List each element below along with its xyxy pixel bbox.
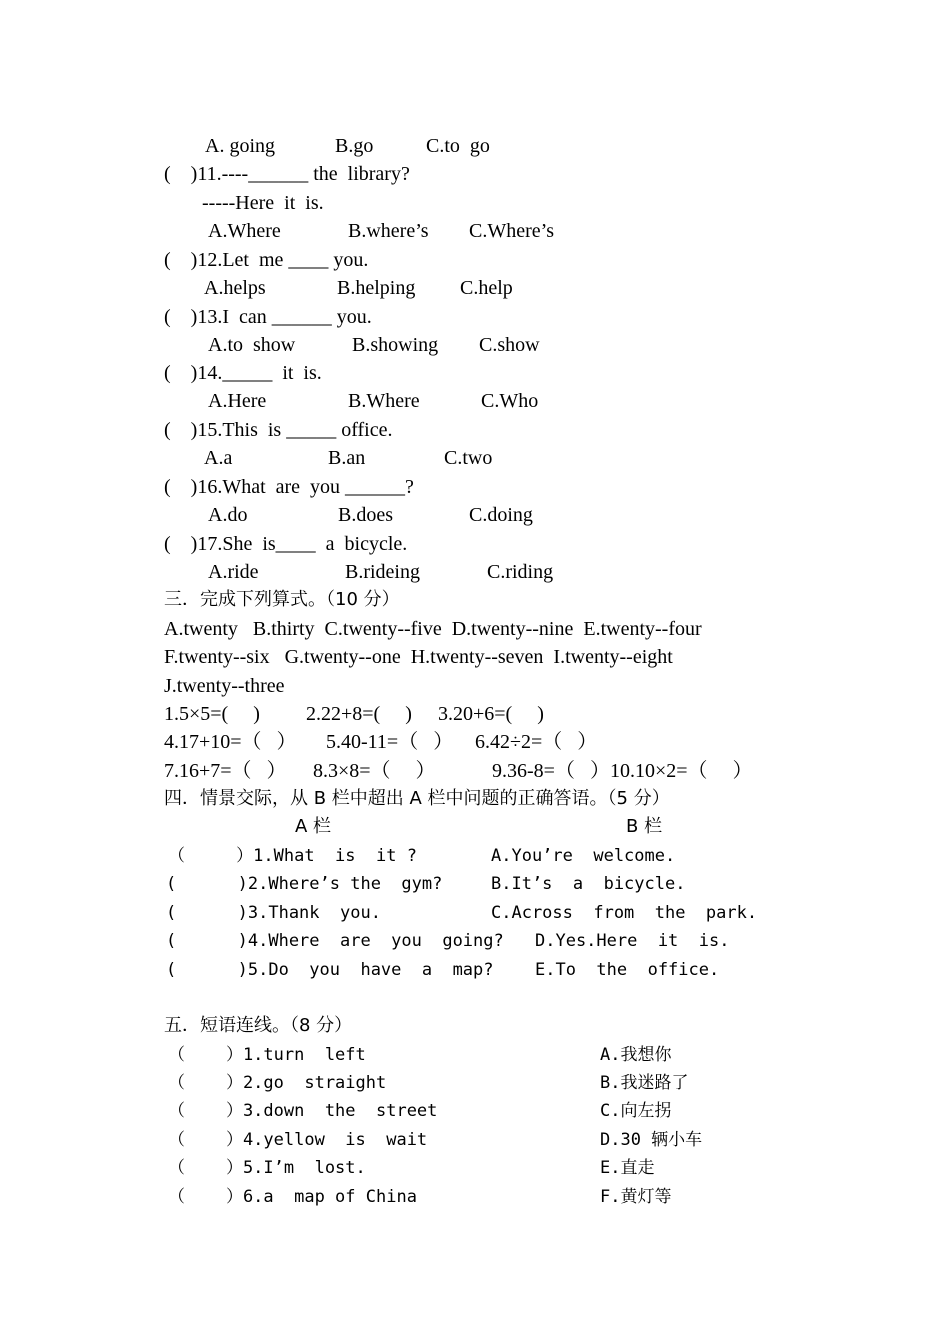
q17-options bbox=[0, 558, 554, 586]
meaning-b: B.我迷路了 bbox=[600, 1073, 689, 1093]
section4-heading: 四．情景交际，从 B 栏中超出 A 栏中问题的正确答语。（5 分） bbox=[164, 788, 670, 809]
phrase-4: （ ）4.yellow is wait bbox=[168, 1130, 428, 1150]
q12-options bbox=[0, 274, 513, 302]
section4-row-3 bbox=[0, 899, 758, 927]
section4-row-5 bbox=[0, 956, 720, 984]
section3-row-3 bbox=[0, 757, 753, 785]
q17-option-b: B.rideing bbox=[345, 561, 420, 583]
equation-9-10: 9.36-8=（ ）10.10×2=（ ） bbox=[492, 760, 753, 782]
section5-heading: 五．短语连线。（8 分） bbox=[164, 1015, 353, 1036]
q12-option-a: A.helps bbox=[204, 277, 266, 299]
meaning-e: E.直走 bbox=[600, 1158, 655, 1178]
section4-row-4 bbox=[0, 927, 730, 955]
q17-option-c: C.riding bbox=[487, 561, 554, 583]
equation-8: 8.3×8=（ ） bbox=[313, 760, 436, 782]
equation-6: 6.42÷2=（ ） bbox=[475, 731, 598, 753]
section5-row-6 bbox=[0, 1183, 672, 1211]
answer-b4: D.Yes.Here it is. bbox=[535, 931, 730, 951]
meaning-f: F.黄灯等 bbox=[600, 1187, 672, 1207]
q10-option-c: C.to go bbox=[426, 135, 490, 157]
q11-option-a: A.Where bbox=[208, 220, 281, 242]
answer-b2: B.It’s a bicycle. bbox=[491, 874, 686, 894]
q11-option-b: B.where’s bbox=[348, 220, 429, 242]
q17-option-a: A.ride bbox=[208, 561, 259, 583]
q13-option-b: B.showing bbox=[352, 334, 439, 356]
phrase-5: （ ）5.I’m lost. bbox=[168, 1158, 366, 1178]
q14-option-a: A.Here bbox=[208, 390, 267, 412]
section3-row-2 bbox=[0, 728, 598, 756]
q10-option-a: A. going bbox=[205, 135, 275, 157]
q16-option-a: A.do bbox=[208, 504, 248, 526]
q14-stem: ( )14._____ it is. bbox=[164, 362, 322, 384]
section5-row-1 bbox=[0, 1041, 672, 1069]
q15-option-a: A.a bbox=[204, 447, 233, 469]
question-a2: ( )2.Where’s the gym? bbox=[166, 874, 443, 894]
answer-b5: E.To the office. bbox=[535, 960, 720, 980]
q15-options bbox=[0, 444, 493, 472]
q14-option-b: B.Where bbox=[348, 390, 420, 412]
question-a3: ( )3.Thank you. bbox=[166, 903, 381, 923]
column-a-header: A 栏 bbox=[295, 816, 332, 837]
q13-stem-line bbox=[0, 303, 372, 331]
section5-row-3 bbox=[0, 1097, 672, 1125]
q15-stem: ( )15.This is _____ office. bbox=[164, 419, 393, 441]
meaning-d: D.30 辆小车 bbox=[600, 1130, 703, 1150]
q16-option-b: B.does bbox=[338, 504, 393, 526]
section3-heading: 三．完成下列算式。（10 分） bbox=[164, 589, 400, 610]
q13-options bbox=[0, 331, 540, 359]
q14-stem-line bbox=[0, 359, 322, 387]
question-a5: ( )5.Do you have a map? bbox=[166, 960, 494, 980]
q17-stem: ( )17.She is____ a bicycle. bbox=[164, 533, 408, 555]
q11-option-c: C.Where’s bbox=[469, 220, 554, 242]
q11-options bbox=[0, 217, 554, 245]
section3-heading-line bbox=[0, 586, 400, 614]
section3-choices-line-1 bbox=[0, 615, 702, 643]
equation-2: 2.22+8=( ) bbox=[306, 703, 412, 725]
q14-options bbox=[0, 387, 539, 415]
q12-stem-line bbox=[0, 246, 369, 274]
question-a1: （ ）1.What is it ? bbox=[168, 846, 417, 866]
q16-options bbox=[0, 501, 533, 529]
q10-options bbox=[0, 132, 490, 160]
answer-b3: C.Across from the park. bbox=[491, 903, 758, 923]
section4-row-1 bbox=[0, 842, 676, 870]
section5-heading-line bbox=[0, 1012, 353, 1040]
equation-3: 3.20+6=( ) bbox=[438, 703, 544, 725]
section5-row-5 bbox=[0, 1154, 655, 1182]
column-b-header: B 栏 bbox=[626, 816, 663, 837]
section3-choices-line-2 bbox=[0, 643, 673, 671]
section3-choices-2: F.twenty--six G.twenty--one H.twenty--seven I.twenty--eight bbox=[164, 646, 673, 668]
q10-option-b: B.go bbox=[335, 135, 374, 157]
section3-choices-line-3 bbox=[0, 672, 285, 700]
q12-option-b: B.helping bbox=[337, 277, 416, 299]
equation-1: 1.5×5=( ) bbox=[164, 703, 260, 725]
q11-answer-line bbox=[0, 189, 324, 217]
section3-choices-1: A.twenty B.thirty C.twenty--five D.twenty--nine E.twenty--four bbox=[164, 618, 702, 640]
meaning-a: A.我想你 bbox=[600, 1045, 672, 1065]
section5-row-4 bbox=[0, 1126, 703, 1154]
q11-stem: ( )11.----______ the library? bbox=[164, 163, 410, 185]
q11-answer: -----Here it is. bbox=[202, 192, 324, 214]
equation-7: 7.16+7=（ ） bbox=[164, 760, 287, 782]
question-a4: ( )4.Where are you going? bbox=[166, 931, 504, 951]
q16-stem-line bbox=[0, 473, 414, 501]
phrase-2: （ ）2.go straight bbox=[168, 1073, 387, 1093]
q13-option-c: C.show bbox=[479, 334, 540, 356]
phrase-3: （ ）3.down the street bbox=[168, 1101, 438, 1121]
section5-row-2 bbox=[0, 1069, 689, 1097]
section4-row-2 bbox=[0, 870, 686, 898]
phrase-6: （ ）6.a map of China bbox=[168, 1187, 417, 1207]
meaning-c: C.向左拐 bbox=[600, 1101, 672, 1121]
q15-option-c: C.two bbox=[444, 447, 493, 469]
q11-stem-line bbox=[0, 160, 410, 188]
equation-5: 5.40-11=（ ） bbox=[326, 731, 454, 753]
q16-stem: ( )16.What are you ______? bbox=[164, 476, 414, 498]
q12-option-c: C.help bbox=[460, 277, 513, 299]
equation-4: 4.17+10=（ ） bbox=[164, 731, 297, 753]
q12-stem: ( )12.Let me ____ you. bbox=[164, 249, 369, 271]
q15-option-b: B.an bbox=[328, 447, 366, 469]
q14-option-c: C.Who bbox=[481, 390, 539, 412]
answer-b1: A.You’re welcome. bbox=[491, 846, 676, 866]
q17-stem-line bbox=[0, 530, 408, 558]
phrase-1: （ ）1.turn left bbox=[168, 1045, 366, 1065]
section4-heading-line bbox=[0, 785, 670, 813]
q13-stem: ( )13.I can ______ you. bbox=[164, 306, 372, 328]
section4-column-headers bbox=[0, 813, 663, 841]
section3-choices-3: J.twenty--three bbox=[164, 675, 285, 697]
section3-row-1 bbox=[0, 700, 544, 728]
q13-option-a: A.to show bbox=[208, 334, 296, 356]
q15-stem-line bbox=[0, 416, 393, 444]
q16-option-c: C.doing bbox=[469, 504, 533, 526]
